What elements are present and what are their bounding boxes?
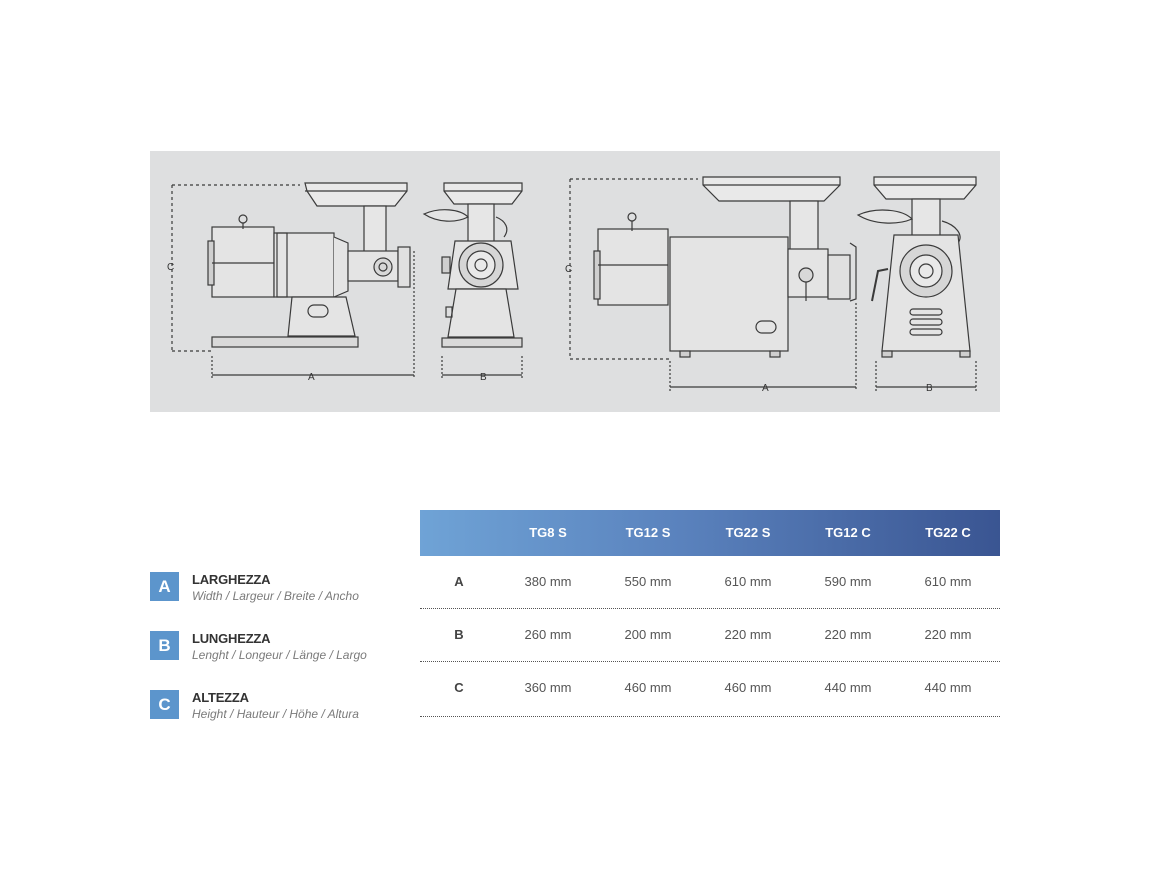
- machine-dimension-diagram: [150, 151, 1000, 412]
- legend-subtitle: Lenght / Longeur / Länge / Largo: [192, 648, 367, 662]
- row-key: C: [454, 680, 464, 695]
- row-key: B: [454, 627, 464, 642]
- table-cell: 200 mm: [624, 627, 672, 642]
- column-header: TG22 C: [925, 525, 971, 540]
- table-cell: 220 mm: [824, 627, 872, 642]
- table-cell: 460 mm: [724, 680, 772, 695]
- table-row: [420, 556, 1000, 609]
- dimensions-table: [420, 510, 1000, 695]
- machine-small-front-view: [424, 183, 522, 379]
- machine-large-side-view: [570, 177, 856, 391]
- table-cell: 380 mm: [524, 574, 572, 589]
- table-row: [420, 662, 1000, 717]
- dim-label-c-small: C: [167, 262, 175, 273]
- table-cell: 440 mm: [924, 680, 972, 695]
- table-cell: 440 mm: [824, 680, 872, 695]
- table-cell: 360 mm: [524, 680, 572, 695]
- dim-label-a-large: A: [762, 383, 769, 394]
- column-header: TG12 S: [625, 525, 671, 540]
- table-cell: 610 mm: [724, 574, 772, 589]
- legend-subtitle: Height / Hauteur / Höhe / Altura: [192, 707, 359, 721]
- table-cell: 590 mm: [824, 574, 872, 589]
- table-cell: 460 mm: [624, 680, 672, 695]
- dim-label-b-large: B: [926, 383, 933, 394]
- dim-label-c-large: C: [565, 264, 573, 275]
- machine-small-side-view: [172, 183, 414, 379]
- table-cell: 260 mm: [524, 627, 572, 642]
- legend-item-width: [150, 572, 420, 612]
- diagram-drawing: [150, 151, 1000, 412]
- legend-badge: A: [150, 572, 179, 601]
- legend-item-height: [150, 690, 420, 730]
- dim-label-b-small: B: [480, 372, 487, 383]
- table-cell: 550 mm: [624, 574, 672, 589]
- legend-item-length: [150, 631, 420, 671]
- machine-large-front-view: [858, 177, 976, 391]
- table-cell: 220 mm: [724, 627, 772, 642]
- legend-title: ALTEZZA: [192, 690, 249, 705]
- row-key: A: [454, 574, 464, 589]
- column-header: TG12 C: [825, 525, 871, 540]
- table-row: [420, 609, 1000, 662]
- legend-title: LUNGHEZZA: [192, 631, 271, 646]
- dim-label-a-small: A: [308, 372, 315, 383]
- table-cell: 610 mm: [924, 574, 972, 589]
- column-header: TG22 S: [725, 525, 771, 540]
- column-header: TG8 S: [529, 525, 567, 540]
- table-cell: 220 mm: [924, 627, 972, 642]
- legend-badge: B: [150, 631, 179, 660]
- legend-title: LARGHEZZA: [192, 572, 271, 587]
- legend-subtitle: Width / Largeur / Breite / Ancho: [192, 589, 359, 603]
- legend-badge: C: [150, 690, 179, 719]
- table-header: [420, 510, 1000, 556]
